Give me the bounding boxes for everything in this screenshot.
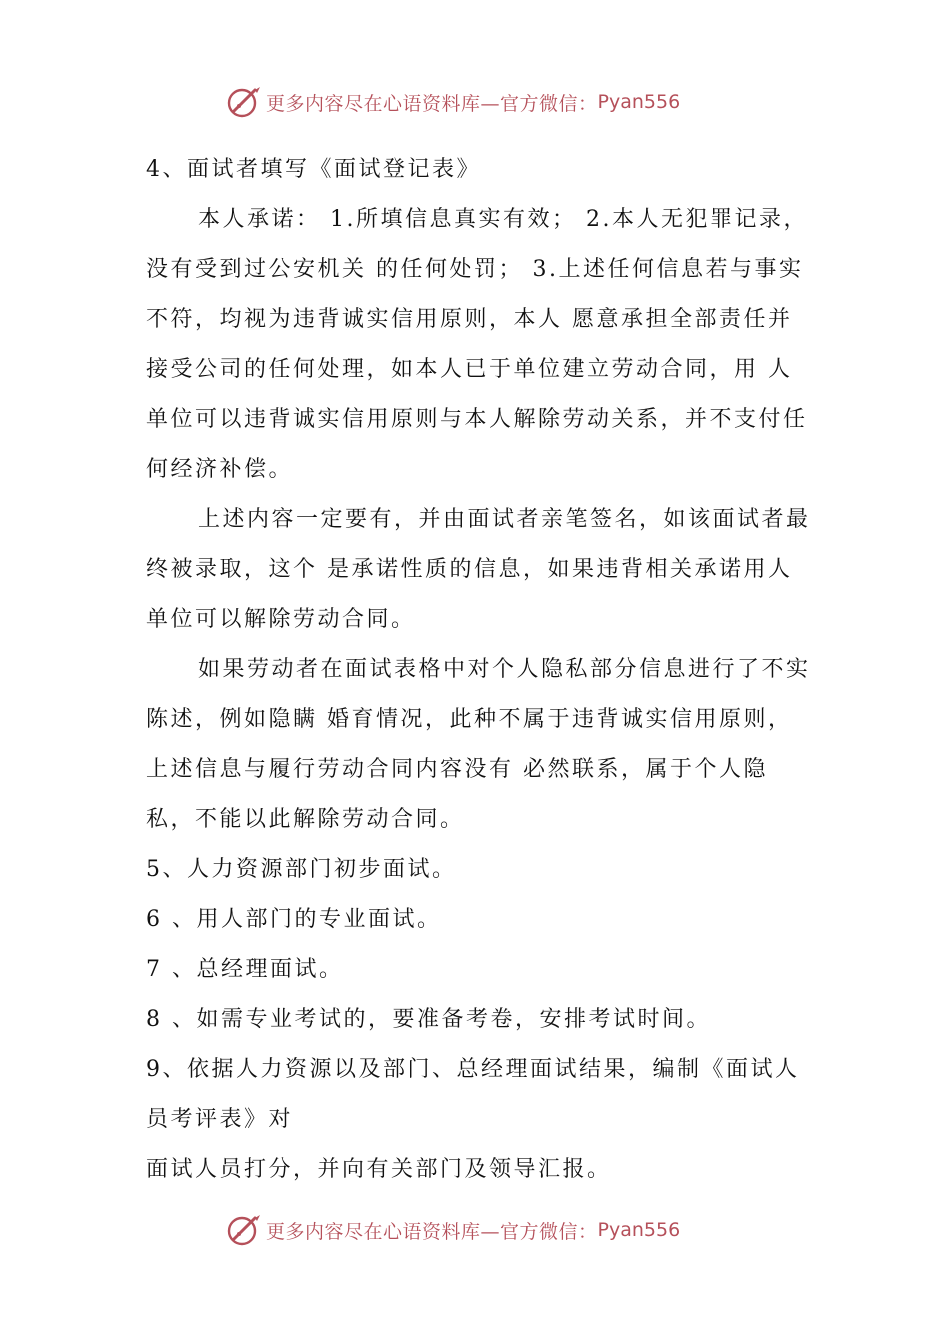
step-7: 7 、总经理面试。 [146, 957, 344, 982]
pen-logo-icon [226, 1212, 262, 1248]
header-banner-handle: Pyan556 [597, 91, 681, 113]
header-banner-text: 更多内容尽在心语资料库—官方微信： [266, 92, 598, 115]
step-8: 8 、如需专业考试的，要准备考卷，安排考试时间。 [146, 1007, 711, 1032]
step-4-heading: 4、面试者填写《面试登记表》 [146, 157, 481, 182]
commitment-paragraph: 本人承诺： 1.所填信息真实有效； 2.本人无犯罪记录，没有受到过公安机关 的任何处罚； 3.上述任何信息若与事实不符，均视为违背诚实信用原则，本人 愿意承担全部责任并接受公司的任何处理，如本人已于单位建立劳动合同，用 人单位可以违背诚实信用原则与本人解除劳动关系，并不支付任何经济补偿。 [146, 207, 808, 482]
step-9-continued: 面试人员打分，并向有关部门及领导汇报。 [146, 1157, 612, 1182]
step-9: 9、依据人力资源以及部门、总经理面试结果，编制《面试人员考评表》对 [146, 1057, 800, 1132]
signature-note-paragraph: 上述内容一定要有，并由面试者亲笔签名，如该面试者最终被录取，这个 是承诺性质的信息，如果违背相关承诺用人单位可以解除劳动合同。 [146, 507, 811, 632]
step-6: 6 、用人部门的专业面试。 [146, 907, 442, 932]
document-body [146, 145, 811, 1195]
header-banner [226, 82, 680, 122]
pen-logo-icon [226, 84, 262, 120]
footer-banner [226, 1210, 680, 1250]
footer-banner-text: 更多内容尽在心语资料库—官方微信： [266, 1220, 598, 1243]
footer-banner-handle: Pyan556 [597, 1219, 681, 1241]
step-5: 5、人力资源部门初步面试。 [146, 857, 457, 882]
privacy-note-paragraph: 如果劳动者在面试表格中对个人隐私部分信息进行了不实陈述，例如隐瞒 婚育情况，此种不属于违背诚实信用原则，上述信息与履行劳动合同内容没有 必然联系，属于个人隐私，不能以此解除劳动合同。 [146, 657, 811, 832]
